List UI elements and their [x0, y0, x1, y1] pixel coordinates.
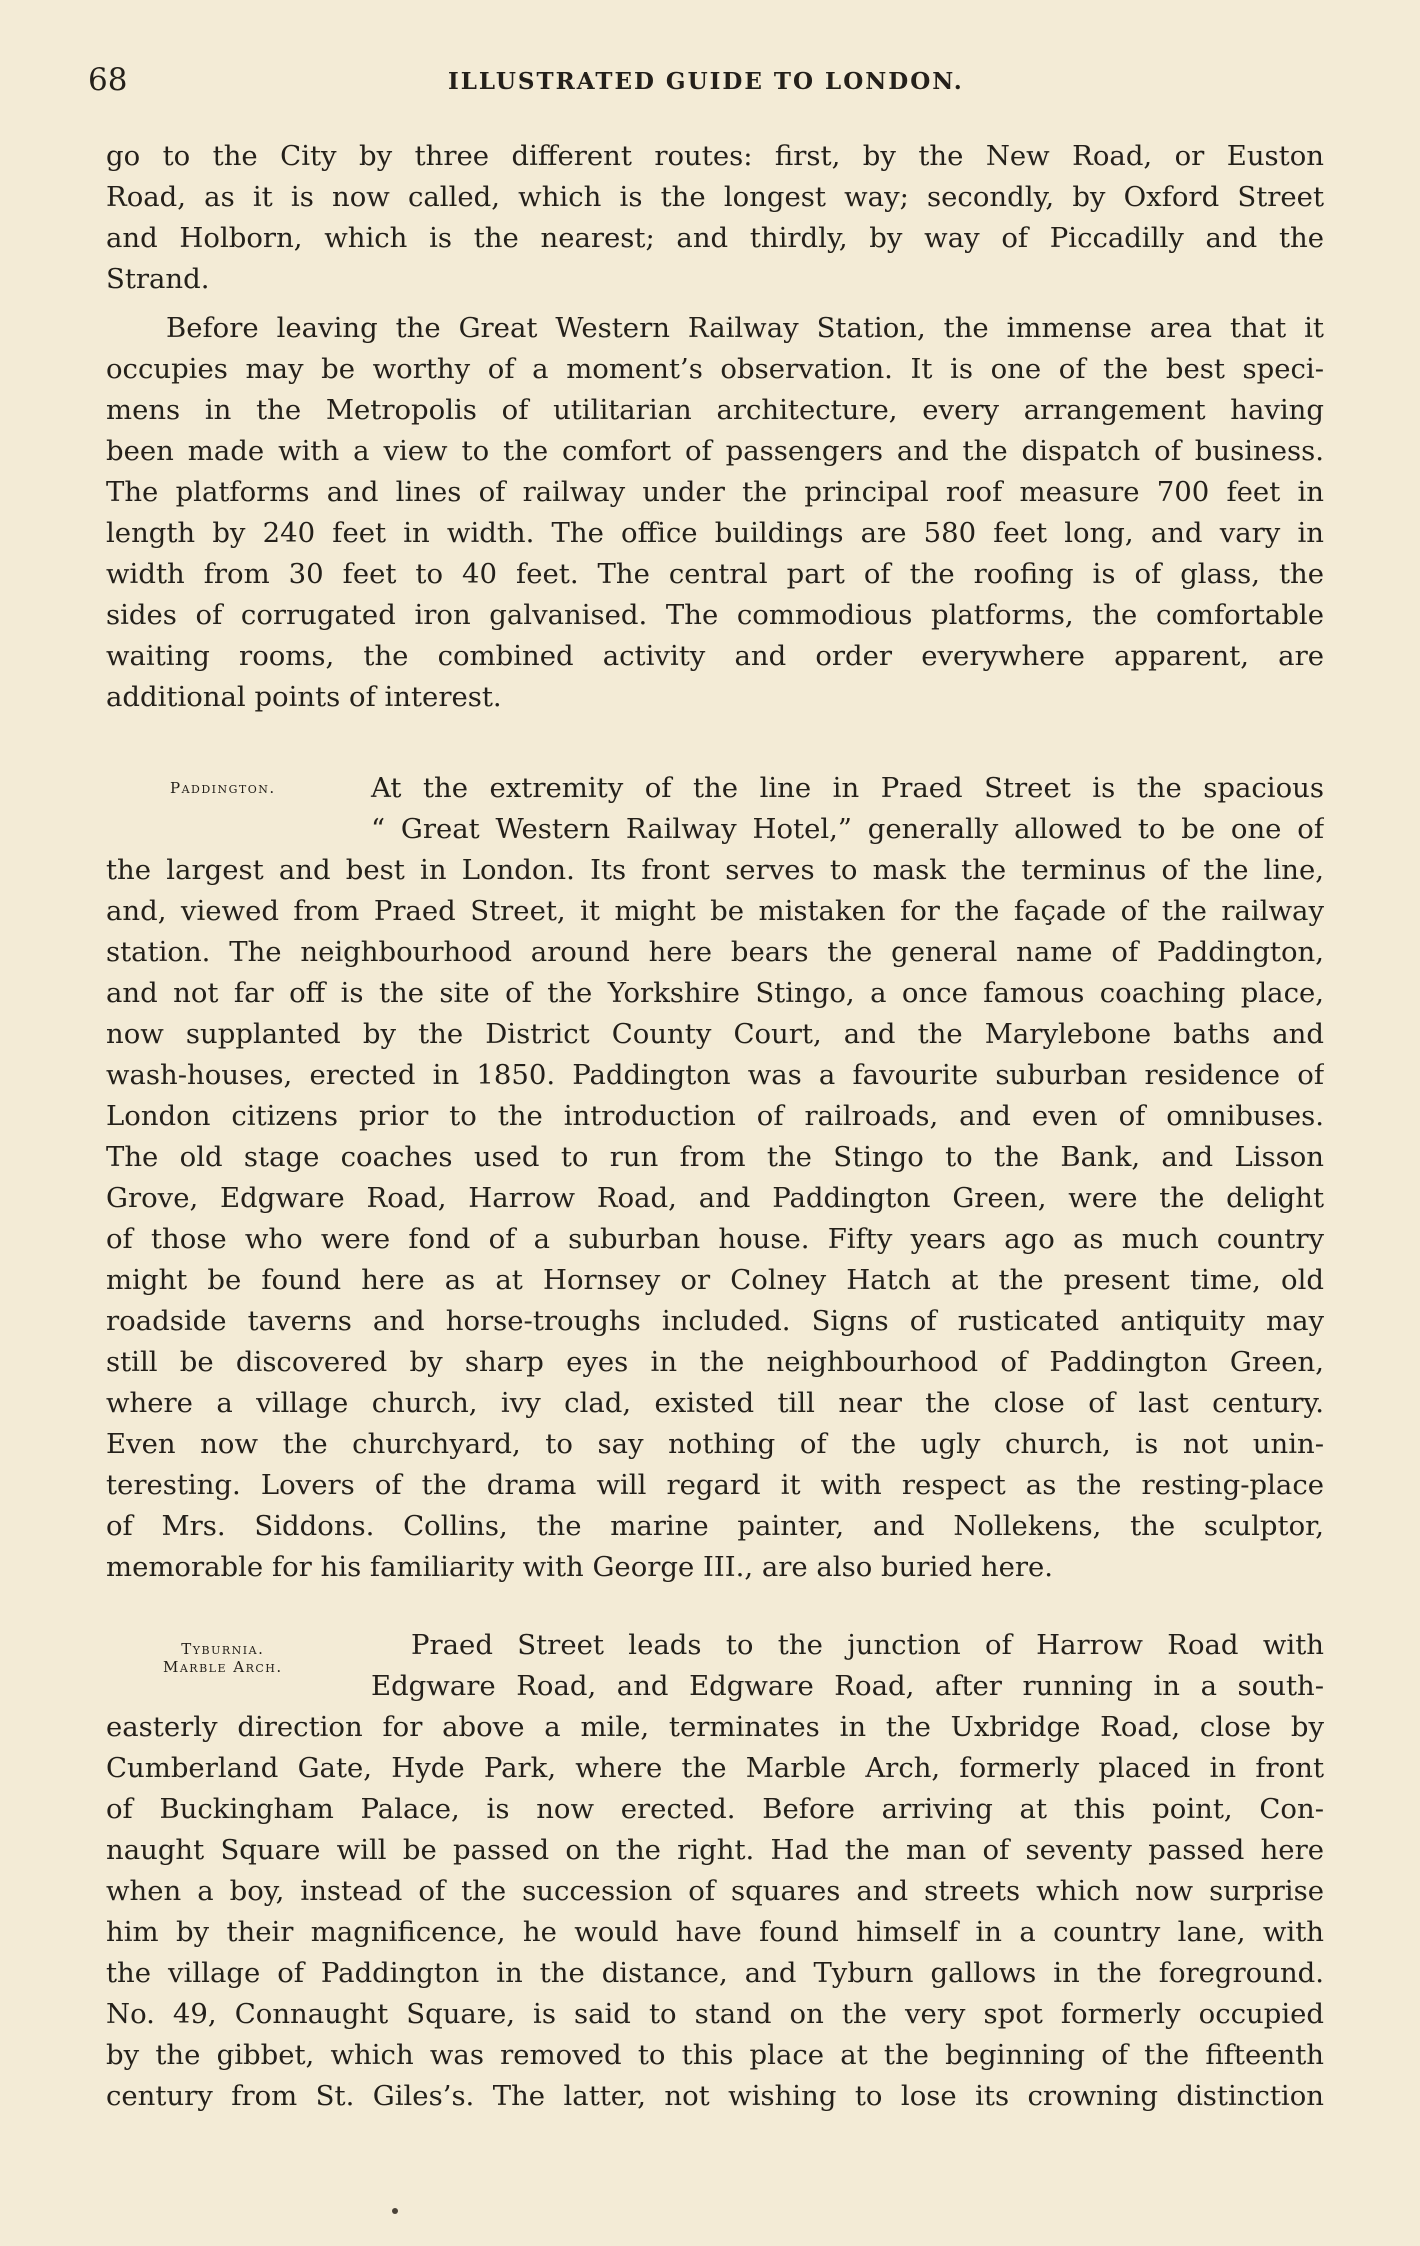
- text-line: century from St. Giles’s. The latter, not wishing to lose its crowning distinction: [106, 2080, 1324, 2112]
- text-line: mens in the Metropolis of utilitarian architecture, every arrangement having: [106, 394, 1324, 426]
- page-header: [88, 62, 1328, 102]
- text-line: easterly direction for above a mile, terminates in the Uxbridge Road, close by: [106, 1711, 1324, 1743]
- text-line: Road, as it is now called, which is the longest way; secondly, by Oxford Street: [106, 181, 1324, 213]
- text-line: The platforms and lines of railway under the principal roof measure 700 feet in: [106, 476, 1324, 508]
- text-line: station. The neighbourhood around here bears the general name of Paddington,: [106, 936, 1324, 968]
- text-line: the village of Paddington in the distance, and Tyburn gallows in the foreground.: [106, 1957, 1324, 1989]
- text-line: occupies may be worthy of a moment’s observation. It is one of the best speci-: [106, 353, 1324, 385]
- text-line: where a village church, ivy clad, existed till near the close of last century.: [106, 1387, 1324, 1419]
- text-line: Strand.: [106, 263, 210, 295]
- page-number: 68: [88, 62, 128, 98]
- paragraph-paddington: [106, 768, 1324, 1588]
- text-line: of those who were fond of a suburban house. Fifty years ago as much country: [106, 1223, 1324, 1255]
- text-line: when a boy, instead of the succession of squares and streets which now surprise: [106, 1875, 1324, 1907]
- margin-note-line: Marble Arch.: [163, 1658, 283, 1676]
- text-line: by the gibbet, which was removed to this place at the beginning of the fifteenth: [106, 2039, 1324, 2071]
- text-line: At the extremity of the line in Praed Street is the spacious: [371, 772, 1324, 804]
- text-line: sides of corrugated iron galvanised. The commodious platforms, the comfortable: [106, 599, 1324, 631]
- text-line: him by their magnificence, he would have found himself in a country lane, with: [106, 1916, 1324, 1948]
- text-line: naught Square will be passed on the right. Had the man of seventy passed here: [106, 1834, 1324, 1866]
- text-line: of Mrs. Siddons. Collins, the marine painter, and Nollekens, the sculptor,: [106, 1510, 1324, 1542]
- paragraph-tyburnia: [106, 1625, 1324, 2117]
- text-line: memorable for his familiarity with George III., are also buried here.: [106, 1551, 1054, 1583]
- text-line: width from 30 feet to 40 feet. The central part of the roofing is of glass, the: [106, 558, 1324, 590]
- text-line: might be found here as at Hornsey or Colney Hatch at the present time, old: [106, 1264, 1324, 1296]
- paragraph-great-western-station: [106, 308, 1324, 718]
- margin-note-paddington: Paddington.: [170, 779, 276, 797]
- text-line: No. 49, Connaught Square, is said to stand on the very spot formerly occupied: [106, 1998, 1324, 2030]
- text-line: teresting. Lovers of the drama will regard it with respect as the resting-place: [106, 1469, 1324, 1501]
- text-line: Praed Street leads to the junction of Harrow Road with: [411, 1629, 1324, 1661]
- text-line: the largest and best in London. Its front serves to mask the terminus of the line,: [106, 854, 1324, 886]
- text-line: Edgware Road, and Edgware Road, after running in a south-: [371, 1670, 1324, 1702]
- text-line: waiting rooms, the combined activity and order everywhere apparent, are: [106, 640, 1324, 672]
- text-line: Even now the churchyard, to say nothing of the ugly church, is not unin-: [106, 1428, 1324, 1460]
- ink-dot-mark: [392, 2208, 398, 2214]
- text-line: The old stage coaches used to run from the Stingo to the Bank, and Lisson: [106, 1141, 1324, 1173]
- text-line: length by 240 feet in width. The office buildings are 580 feet long, and vary in: [106, 517, 1324, 549]
- text-line: Cumberland Gate, Hyde Park, where the Marble Arch, formerly placed in front: [106, 1752, 1324, 1784]
- paragraph-routes: [106, 136, 1324, 300]
- text-line: and, viewed from Praed Street, it might be mistaken for the façade of the railway: [106, 895, 1324, 927]
- text-line: roadside taverns and horse-troughs included. Signs of rusticated antiquity may: [106, 1305, 1324, 1337]
- text-line: been made with a view to the comfort of passengers and the dispatch of business.: [106, 435, 1324, 467]
- text-line: now supplanted by the District County Court, and the Marylebone baths and: [106, 1018, 1324, 1050]
- text-line: London citizens prior to the introduction of railroads, and even of omnibuses.: [106, 1100, 1324, 1132]
- margin-note-line: Tyburnia.: [181, 1640, 265, 1658]
- text-line: wash-houses, erected in 1850. Paddington was a favourite suburban residence of: [106, 1059, 1324, 1091]
- text-line: and Holborn, which is the nearest; and thirdly, by way of Piccadilly and the: [106, 222, 1324, 254]
- text-line: additional points of interest.: [106, 681, 502, 713]
- text-line: Before leaving the Great Western Railway Station, the immense area that it: [166, 312, 1324, 344]
- text-line: of Buckingham Palace, is now erected. Before arriving at this point, Con-: [106, 1793, 1324, 1825]
- text-line: go to the City by three different routes: first, by the New Road, or Euston: [106, 140, 1324, 172]
- text-line: still be discovered by sharp eyes in the neighbourhood of Paddington Green,: [106, 1346, 1324, 1378]
- text-line: “ Great Western Railway Hotel,” generally allowed to be one of: [371, 813, 1324, 845]
- running-title: ILLUSTRATED GUIDE TO LONDON.: [448, 68, 964, 95]
- text-line: and not far off is the site of the Yorkshire Stingo, a once famous coaching place,: [106, 977, 1324, 1009]
- text-line: Grove, Edgware Road, Harrow Road, and Paddington Green, were the delight: [106, 1182, 1324, 1214]
